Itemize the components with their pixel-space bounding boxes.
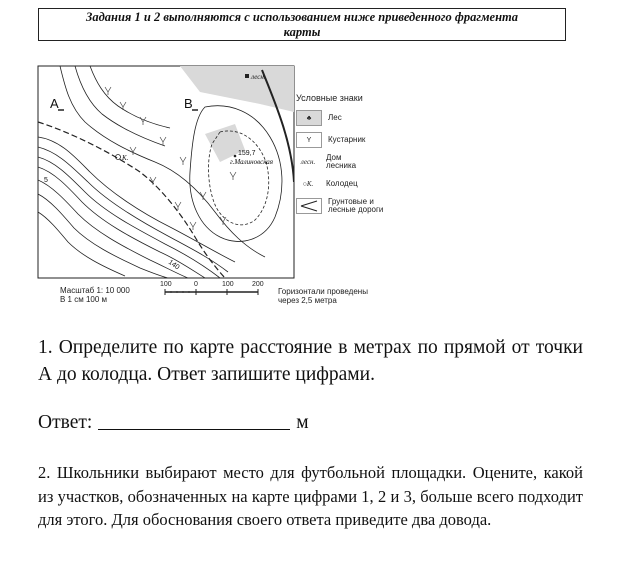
legend-label: Лес	[328, 113, 342, 122]
scale-tick-2: 0	[194, 281, 198, 288]
well-label: К.	[122, 154, 129, 162]
legend-label: Грунтовые и лесные дороги	[328, 197, 384, 214]
point-a-label: А	[50, 96, 59, 111]
legend-item-roads	[296, 195, 406, 217]
map-legend	[296, 93, 406, 217]
legend-label: Колодец	[326, 179, 358, 188]
forester-house-label: лесн.	[251, 73, 266, 81]
contour-label: 140	[166, 258, 181, 272]
scale-bar	[160, 281, 264, 295]
contour-note	[278, 287, 368, 305]
point-b-label: В	[184, 96, 193, 111]
answer-field[interactable]	[98, 411, 290, 430]
elevation-label: 159,7	[238, 150, 256, 157]
scale-tick-3: 100	[222, 281, 234, 288]
road-label: 5	[44, 177, 48, 184]
scale-line-1: Масштаб 1: 10 000	[60, 286, 130, 295]
answer-unit: м	[296, 412, 309, 433]
scale-line-2: В 1 см 100 м	[60, 295, 108, 304]
header-line-2: карты	[283, 25, 321, 39]
well-symbol-icon: ○ К.	[302, 180, 314, 188]
shrub-symbol-icon: Υ	[296, 132, 322, 148]
legend-label: Кустарник	[328, 135, 366, 144]
contour-note-2: через 2,5 метра	[278, 296, 337, 305]
legend-item-forest	[296, 107, 406, 129]
task-header	[38, 8, 566, 41]
legend-item-shrub	[296, 129, 406, 151]
legend-title: Условные знаки	[296, 93, 363, 103]
elevation-point-icon	[234, 155, 237, 158]
scale-tick-4: 200	[252, 281, 264, 288]
forester-house-icon	[245, 74, 249, 78]
hill-name-label: г.Малиновская	[230, 158, 274, 166]
legend-item-well	[296, 173, 406, 195]
question-2: 2. Школьники выбирают место для футбольной площадки. Оцените, какой из участков, обозначенных на карте цифрами 1, 2 и 3, больше всего подходит для этого. Для обоснования своего ответа приведите два довода.	[38, 463, 583, 529]
legend-label: Дом лесника	[326, 153, 357, 170]
header-line-1: Задания 1 и 2 выполняются с использованием ниже приведенного фрагмента	[85, 10, 519, 24]
answer-row	[38, 411, 309, 434]
forester-house-symbol-icon: лесн.	[300, 158, 316, 166]
forest-symbol-icon: ♣	[296, 110, 322, 126]
legend-item-forester-house	[296, 151, 406, 173]
contour-note-1: Горизонтали проведены	[278, 287, 368, 296]
scale-text	[60, 286, 130, 304]
road-symbol-icon	[296, 198, 322, 214]
question-1: 1. Определите по карте расстояние в метрах по прямой от точки А до колодца. Ответ запишите цифрами.	[38, 337, 583, 385]
answer-label: Ответ:	[38, 412, 93, 433]
scale-tick-1: 100	[160, 281, 172, 288]
